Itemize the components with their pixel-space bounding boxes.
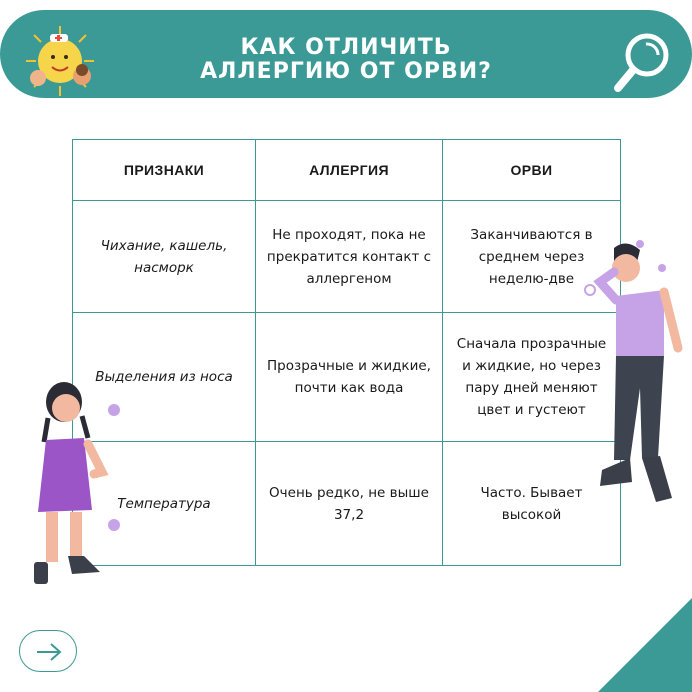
row-orvi-cell: Часто. Бывает высокой — [443, 442, 621, 566]
table-header-row — [73, 140, 621, 201]
comparison-table — [72, 139, 621, 566]
row-orvi-cell: Сначала прозрачные и жидкие, но через пару дней меняют цвет и густеют — [443, 313, 621, 442]
table-row — [73, 313, 621, 442]
table-row — [73, 442, 621, 566]
corner-decoration — [598, 598, 692, 692]
title-line-2: АЛЛЕРГИЮ ОТ ОРВИ? — [200, 59, 492, 84]
header-banner — [0, 10, 692, 98]
header-signs: ПРИЗНАКИ — [73, 140, 256, 201]
header-orvi: ОРВИ — [443, 140, 621, 201]
table-row — [73, 201, 621, 313]
magnifier-icon[interactable] — [610, 28, 674, 98]
row-sign-cell: Чихание, кашель, насморк — [73, 201, 256, 313]
page-title — [150, 36, 542, 84]
row-sign-cell: Выделения из носа — [73, 313, 256, 442]
next-button[interactable] — [19, 630, 77, 672]
row-sign-cell: Температура — [73, 442, 256, 566]
title-line-1: КАК ОТЛИЧИТЬ — [240, 35, 452, 60]
row-allergy-cell: Не проходят, пока не прекратится контакт с аллергеном — [256, 201, 443, 313]
row-orvi-cell: Заканчиваются в среднем через неделю-две — [443, 201, 621, 313]
sun-logo-icon — [22, 24, 98, 98]
arrow-right-icon — [35, 641, 63, 663]
sneezing-man-illustration — [580, 238, 688, 506]
sick-girl-illustration — [22, 380, 132, 590]
header-allergy: АЛЛЕРГИЯ — [256, 140, 443, 201]
row-allergy-cell: Прозрачные и жидкие, почти как вода — [256, 313, 443, 442]
row-allergy-cell: Очень редко, не выше 37,2 — [256, 442, 443, 566]
